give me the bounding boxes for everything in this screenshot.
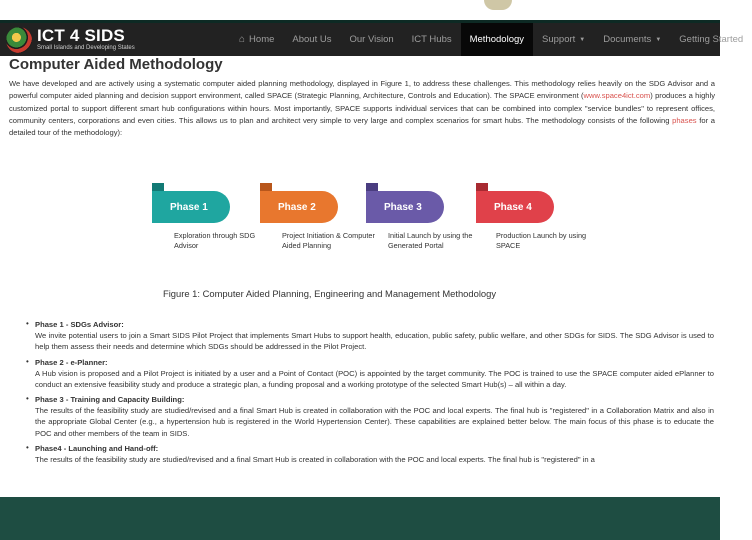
phase-description: Initial Launch by using the Generated Portal [388, 231, 473, 251]
main-content [9, 56, 715, 139]
nav-item-support[interactable]: Support ▼ [542, 34, 586, 45]
nav-item-documents[interactable]: Documents ▼ [603, 34, 662, 45]
nav-item-home[interactable]: ⌂ Home [239, 34, 275, 45]
list-item-body: The results of the feasibility study are studied/revised and a final Smart Hub is created in collaboration with the POC and local experts. The final hub is "registered" in a [35, 455, 595, 465]
intro-paragraph: We have developed and are actively using a systematic computer aided planning methodology, displayed in Figure 1, to address these challenges. This methodology relies heavily on the SDG Advisor and a powerful computer aided planning and decision support environment, called SPACE (Strategic Planning, Architecture, Controls and Education). The SPACE environment (www.space4ict.com) produces a highly customized portal to support different smart hub configurations within hours. Most importantly, SPACE supports individual services that can be combined into complex "service bundles" to represent offices, community centers, corporations and even cities. This allows us to plan and architect very simple to very large and complex scenarios for smart hubs. The methodology consists of the following phases for a detailed tour of the methodology): [9, 79, 716, 138]
phases-link[interactable]: phases [672, 115, 697, 125]
list-item [26, 394, 714, 439]
nav-item-getting-started[interactable]: Getting Started [679, 34, 744, 45]
phase-tab [152, 183, 164, 191]
phase-tab [476, 183, 488, 191]
space-link[interactable]: www.space4ict.com [583, 91, 651, 101]
phase-badge: Phase 4 [476, 191, 554, 223]
list-item [26, 443, 714, 465]
decorative-leaf [484, 0, 512, 10]
nav-item-about-us[interactable]: About Us [292, 34, 332, 45]
phase-list [26, 319, 714, 469]
brand-title: ICT 4 SIDS [37, 26, 125, 45]
list-item-heading: • Phase 2 - e-Planner: [35, 357, 108, 367]
list-item-body: We invite potential users to join a Smart SIDS Pilot Project that implements Smart Hubs to support health, education, public safety, public welfare, and other SDGs for SIDS. The SDG Advisor is used to help them assess their needs and determine which SDGs should be addressed in the Pilot Project. [35, 331, 714, 352]
caret-down-icon: ▼ [579, 36, 586, 43]
phase-tab [260, 183, 272, 191]
brand[interactable] [6, 23, 135, 56]
top-strip [0, 0, 720, 3]
list-item-heading: • Phase 3 - Training and Capacity Building: [35, 395, 185, 405]
phase-tab [366, 183, 378, 191]
caret-down-icon: ▼ [655, 36, 662, 43]
figure-caption: Figure 1: Computer Aided Planning, Engineering and Management Methodology [163, 288, 497, 299]
home-icon: ⌂ [239, 34, 246, 45]
page-title: Computer Aided Methodology [9, 56, 223, 73]
phase-description: Production Launch by using SPACE [496, 231, 587, 251]
list-item [26, 319, 714, 353]
list-item [26, 357, 714, 391]
phase-badge: Phase 2 [260, 191, 338, 223]
nav-item-ict-hubs[interactable]: ICT Hubs [411, 34, 452, 45]
nav-item-methodology[interactable]: Methodology [461, 23, 533, 56]
footer-band [0, 497, 720, 540]
logo-icon [6, 27, 32, 53]
nav-menu [230, 23, 752, 56]
phase-badge: Phase 1 [152, 191, 230, 223]
phase-description: Exploration through SDG Advisor [174, 231, 256, 251]
list-item-heading: • Phase 1 - SDGs Advisor: [35, 320, 124, 329]
phase-description: Project Initiation & Computer Aided Planning [282, 231, 375, 251]
list-item-body: The results of the feasibility study are studied/revised and a final Smart Hub is created in collaboration with the POC and local experts. The final hub is "registered" in a Collaboration Matrix and also in the appropriate Global Center (e.g., a hypertension hub is registered in the World Hypertension Center). These capabilities are explained better below. The main focus of this phase is to educate the POC and other members of the team in SIDS. [35, 406, 714, 438]
list-item-heading: • Phase4 - Launching and Hand-off: [35, 444, 159, 454]
methodology-figure [150, 183, 590, 298]
nav-item-our-vision[interactable]: Our Vision [349, 34, 394, 45]
phase-badge: Phase 3 [366, 191, 444, 223]
list-item-body: A Hub vision is proposed and a Pilot Project is initiated by a user and a Point of Contact (POC) is appointed by the target community. The POC is trained to use the SPACE computer aided ePlanner to conduct an extensive feasibility study and produce a strategic plan, a funding proposal and a working prototype of the selected Smart Hub(s) – all within a day. [35, 368, 714, 389]
navbar [0, 23, 744, 56]
brand-subtitle: Small Islands and Developing States [37, 45, 135, 51]
